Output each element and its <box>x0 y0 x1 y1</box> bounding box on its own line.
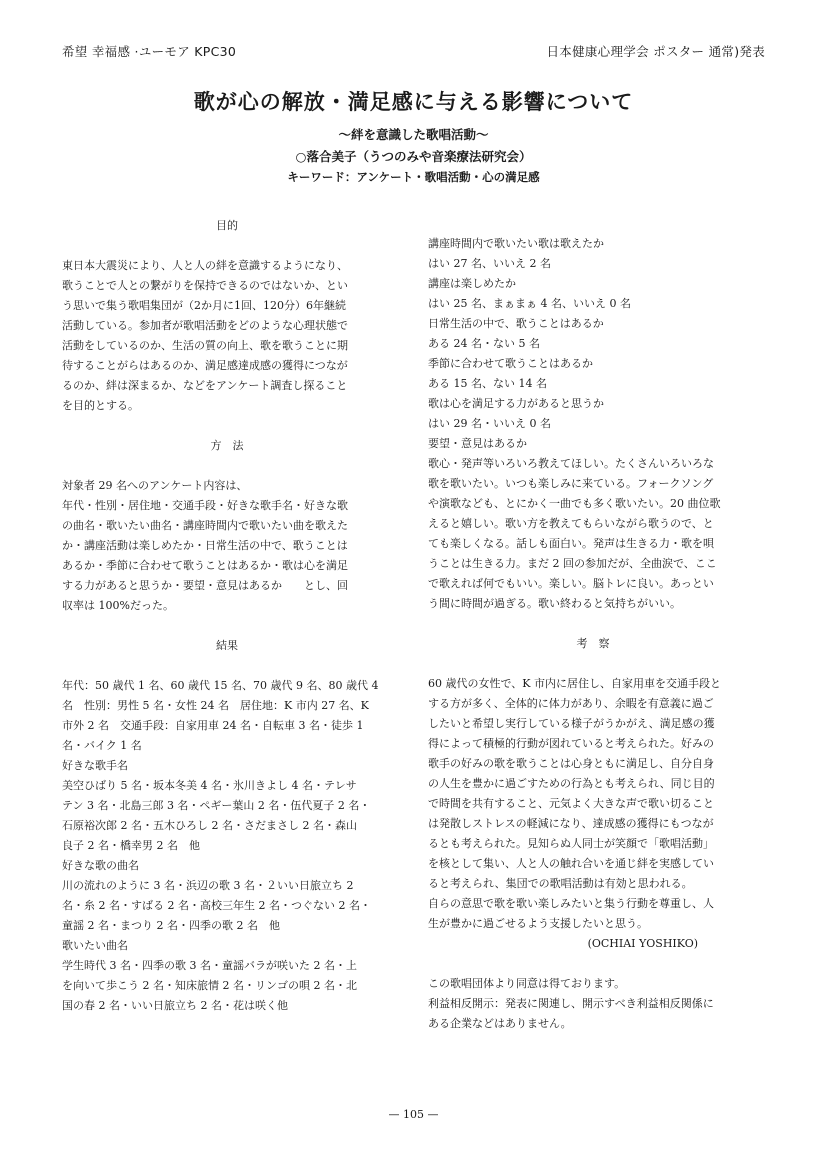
text-line: 市外 2 名 交通手段：自家用車 24 名・自転車 3 名・徒歩 1 <box>62 719 364 732</box>
paper-author: ○落合美子（うつのみや音楽療法研究会） <box>295 149 532 164</box>
text-line: で歌えれば何でもいい。楽しい。脳トレに良い。あっとい <box>428 577 714 590</box>
text-line: 歌うことで人との繋がりを保持できるのではないか、とい <box>62 279 348 292</box>
results-body <box>62 676 392 1016</box>
text-line: を核として集い、人と人の触れ合いを通じ絆を実感してい <box>428 857 714 870</box>
text-line: 年代：50 歳代 1 名、60 歳代 15 名、70 歳代 9 名、80 歳代 4 <box>62 679 379 692</box>
text-line: 石原裕次郎 2 名・五木ひろし 2 名・さだまさし 2 名・森山 <box>62 819 357 832</box>
text-line: 対象者 29 名へのアンケート内容は、 <box>62 479 248 492</box>
text-line: 歌いたい曲名 <box>62 939 128 952</box>
text-line: 国の春 2 名・いい日旅立ち 2 名・花は咲く他 <box>62 999 288 1012</box>
method-body <box>62 476 392 616</box>
text-line: 講座時間内で歌いたい歌は歌えたか <box>428 237 604 250</box>
text-line: の曲名・歌いたい曲名・講座時間内で歌いたい曲を歌えた <box>62 519 348 532</box>
text-line: の人生を豊かに過ごすための行為とも考えられ、同じ目的 <box>428 777 715 790</box>
text-line: ある企業などはありません。 <box>428 1017 572 1030</box>
text-line: を目的とする。 <box>62 399 139 412</box>
text-line: はい 25 名、まぁまぁ 4 名、いいえ 0 名 <box>428 297 631 310</box>
text-line: るとも考えられた。見知らぬ人同士が笑顔で「歌唱活動」 <box>428 837 714 850</box>
text-line: 川の流れのように 3 名・浜辺の歌 3 名・２いい日旅立ち 2 <box>62 879 354 892</box>
text-line: する力があると思うか・要望・意見はあるか とし、回 <box>62 579 348 592</box>
text-line: 東日本大震災により、人と人の絆を意識するようになり、 <box>62 259 348 272</box>
text-line: 待することがらはあるのか、満足感達成感の獲得につなが <box>62 359 348 372</box>
text-line: ても楽しくなる。話しも面白い。発声は生きる力・歌を唄 <box>428 537 714 550</box>
text-line: テン 3 名・北島三郎 3 名・ペギー葉山 2 名・伍代夏子 2 名・ <box>62 799 371 812</box>
text-line: 名・糸 2 名・すばる 2 名・高校三年生 2 名・つぐない 2 名・ <box>62 899 371 912</box>
text-line: 講座は楽しめたか <box>428 277 516 290</box>
text-line: 歌を歌いたい。いつも楽しみに来ている。フォークソング <box>428 477 714 490</box>
text-line: したいと希望し実行している様子がうかがえ、満足感の獲 <box>428 717 715 730</box>
paper-subtitle: 〜絆を意識した歌唱活動〜 <box>338 127 489 142</box>
purpose-body <box>62 256 392 416</box>
text-line: 年代・性別・居住地・交通手段・好きな歌手名・好きな歌 <box>62 499 348 512</box>
header-left: 希望 幸福感 ·ユーモア KPC30 <box>62 44 237 59</box>
text-line: する方が多く、全体的に体力があり、余暇を有意義に過ご <box>428 697 714 710</box>
paper-title: 歌が心の解放・満足感に与える影響について <box>193 90 634 114</box>
text-line: 歌心・発声等いろいろ教えてほしい。たくさんいろいろな <box>428 457 714 470</box>
text-line: 歌手の好みの歌を歌うことは心身ともに満足し、自分自身 <box>428 757 714 770</box>
section-heading-results: 結果 <box>216 639 238 652</box>
right-column <box>428 234 758 1034</box>
text-line: で時間を共有すること、元気よく大きな声で歌い切ること <box>428 797 714 810</box>
text-line: う思いで集う歌唱集団が（2か月に1回、120分）6年継続 <box>62 299 346 312</box>
section-heading-purpose: 目的 <box>216 219 238 232</box>
text-line: 好きな歌の曲名 <box>62 859 139 872</box>
text-line: か・講座活動は楽しめたか・日常生活の中で、歌うことは <box>62 539 348 552</box>
title-block <box>0 86 827 185</box>
text-line: 日常生活の中で、歌うことはあるか <box>428 317 604 330</box>
paper-keywords: キーワード：アンケート・歌唱活動・心の満足感 <box>287 170 540 184</box>
text-line: 好きな歌手名 <box>62 759 128 772</box>
text-line: 要望・意見はあるか <box>428 437 527 450</box>
text-line: 60 歳代の女性で、K 市内に居住し、自家用車を交通手段と <box>428 677 721 690</box>
text-line: 利益相反開示：発表に関連し、開示すべき利益相反関係に <box>428 997 714 1010</box>
text-line: 学生時代 3 名・四季の歌 3 名・童謡バラが咲いた 2 名・上 <box>62 959 357 972</box>
text-line: ある 24 名・ない 5 名 <box>428 337 540 350</box>
text-line: や演歌なども、とにかく一曲でも多く歌いたい。20 曲位歌 <box>428 497 721 510</box>
text-line: 自らの意思で歌を歌い楽しみたいと集う行動を尊重し、人 <box>428 897 714 910</box>
text-line: 童謡 2 名・まつり 2 名・四季の歌 2 名 他 <box>62 919 280 932</box>
text-line: 歌は心を満足する力があると思うか <box>428 397 604 410</box>
text-line: 良子 2 名・橋幸男 2 名 他 <box>62 839 200 852</box>
text-line: 生が豊かに過ごせるよう支援したいと思う。 <box>428 917 648 930</box>
section-heading-discussion: 考 察 <box>576 637 610 650</box>
text-line: うことは生きる力。まだ 2 回の参加だが、全曲涙で、ここ <box>428 557 717 570</box>
text-line: えると嬉しい。歌い方を教えてもらいながら歌うので、と <box>428 517 714 530</box>
section-heading-method: 方 法 <box>210 439 244 452</box>
text-line: を向いて歩こう 2 名・知床旅情 2 名・リンゴの唄 2 名・北 <box>62 979 357 992</box>
disclosure-body <box>428 974 758 1034</box>
text-line: ると考えられ、集団での歌唱活動は有効と思われる。 <box>428 877 693 890</box>
results-continued-body <box>428 234 758 614</box>
header-right: 日本健康心理学会 ポスター 通常)発表 <box>546 44 765 59</box>
text-line: ある 15 名、ない 14 名 <box>428 377 547 390</box>
text-line: はい 29 名・いいえ 0 名 <box>428 417 551 430</box>
text-line: 名 性別：男性 5 名・女性 24 名 居住地：K 市内 27 名、K <box>62 699 369 712</box>
author-signature: (OCHIAI YOSHIKO) <box>587 937 698 950</box>
text-line: 活動をしているのか、生活の質の向上、歌を歌うことに期 <box>62 339 348 352</box>
text-line: は発散しストレスの軽減になり、達成感の獲得にもつなが <box>428 817 714 830</box>
text-line: この歌唱団体より同意は得ております。 <box>428 977 626 990</box>
text-line: う間に時間が過ぎる。歌い終わると気持ちがいい。 <box>428 597 681 610</box>
text-line: 名・バイク 1 名 <box>62 739 142 752</box>
text-line: 季節に合わせて歌うことはあるか <box>428 357 593 370</box>
page-number: — 105 — <box>388 1108 439 1121</box>
left-column <box>62 216 392 1016</box>
text-line: 活動している。参加者が歌唱活動をどのような心理状態で <box>62 319 348 332</box>
text-line: 美空ひばり 5 名・坂本冬美 4 名・氷川きよし 4 名・テレサ <box>62 779 357 792</box>
text-line: あるか・季節に合わせて歌うことはあるか・歌は心を満足 <box>62 559 348 572</box>
discussion-body <box>428 674 758 934</box>
text-line: るのか、絆は深まるか、などをアンケート調査し探ること <box>62 379 348 392</box>
text-line: 得によって積極的行動が図れていると考えられた。好みの <box>428 737 714 750</box>
text-line: 収率は 100%だった。 <box>62 599 174 612</box>
text-line: はい 27 名、いいえ 2 名 <box>428 257 551 270</box>
